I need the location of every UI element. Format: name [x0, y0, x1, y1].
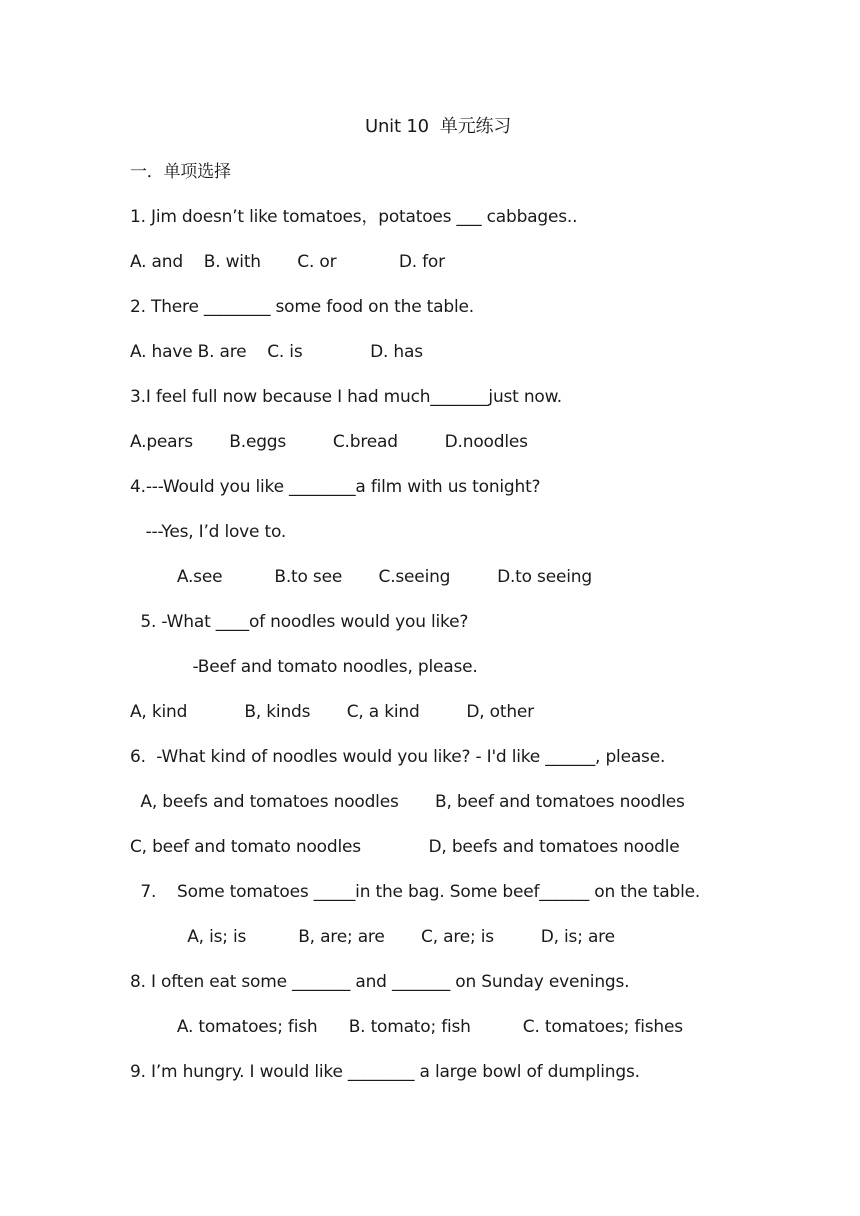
- question-5-options: A, kind B, kinds C, a kind D, other: [130, 702, 534, 722]
- question-3-options: A.pears B.eggs C.bread D.noodles: [130, 432, 528, 452]
- question-2: 2. There ________ some food on the table.: [130, 297, 474, 317]
- question-3: 3.I feel full now because I had much_______just now.: [130, 387, 562, 407]
- question-6-options-cd: C, beef and tomato noodles D, beefs and tomatoes noodle: [130, 837, 680, 857]
- section-heading: 一．单项选择: [130, 162, 231, 182]
- question-7-options: A, is; is B, are; are C, are; is D, is; are: [130, 927, 615, 947]
- question-8: 8. I often eat some _______ and _______ on Sunday evenings.: [130, 972, 630, 992]
- question-2-options: A. have B. are C. is D. has: [130, 342, 423, 362]
- question-6: 6. -What kind of noodles would you like? - I'd like ______, please.: [130, 747, 666, 767]
- question-5-reply: -Beef and tomato noodles, please.: [130, 657, 478, 677]
- question-5: 5. -What ____of noodles would you like?: [130, 612, 469, 632]
- question-7: 7. Some tomatoes _____in the bag. Some beef______ on the table.: [130, 882, 701, 902]
- document-title: Unit 10 单元练习: [365, 116, 512, 137]
- question-6-options-ab: A, beefs and tomatoes noodles B, beef and tomatoes noodles: [130, 792, 685, 812]
- question-9: 9. I’m hungry. I would like ________ a large bowl of dumplings.: [130, 1062, 640, 1082]
- question-4: 4.---Would you like ________a film with us tonight?: [130, 477, 541, 497]
- question-4-options: A.see B.to see C.seeing D.to seeing: [130, 567, 592, 587]
- question-8-options: A. tomatoes; fish B. tomato; fish C. tomatoes; fishes: [130, 1017, 683, 1037]
- question-4-reply: ---Yes, I’d love to.: [130, 522, 287, 542]
- question-1: 1. Jim doesn’t like tomatoes，potatoes ___ cabbages..: [130, 207, 578, 227]
- question-1-options: A. and B. with C. or D. for: [130, 252, 445, 272]
